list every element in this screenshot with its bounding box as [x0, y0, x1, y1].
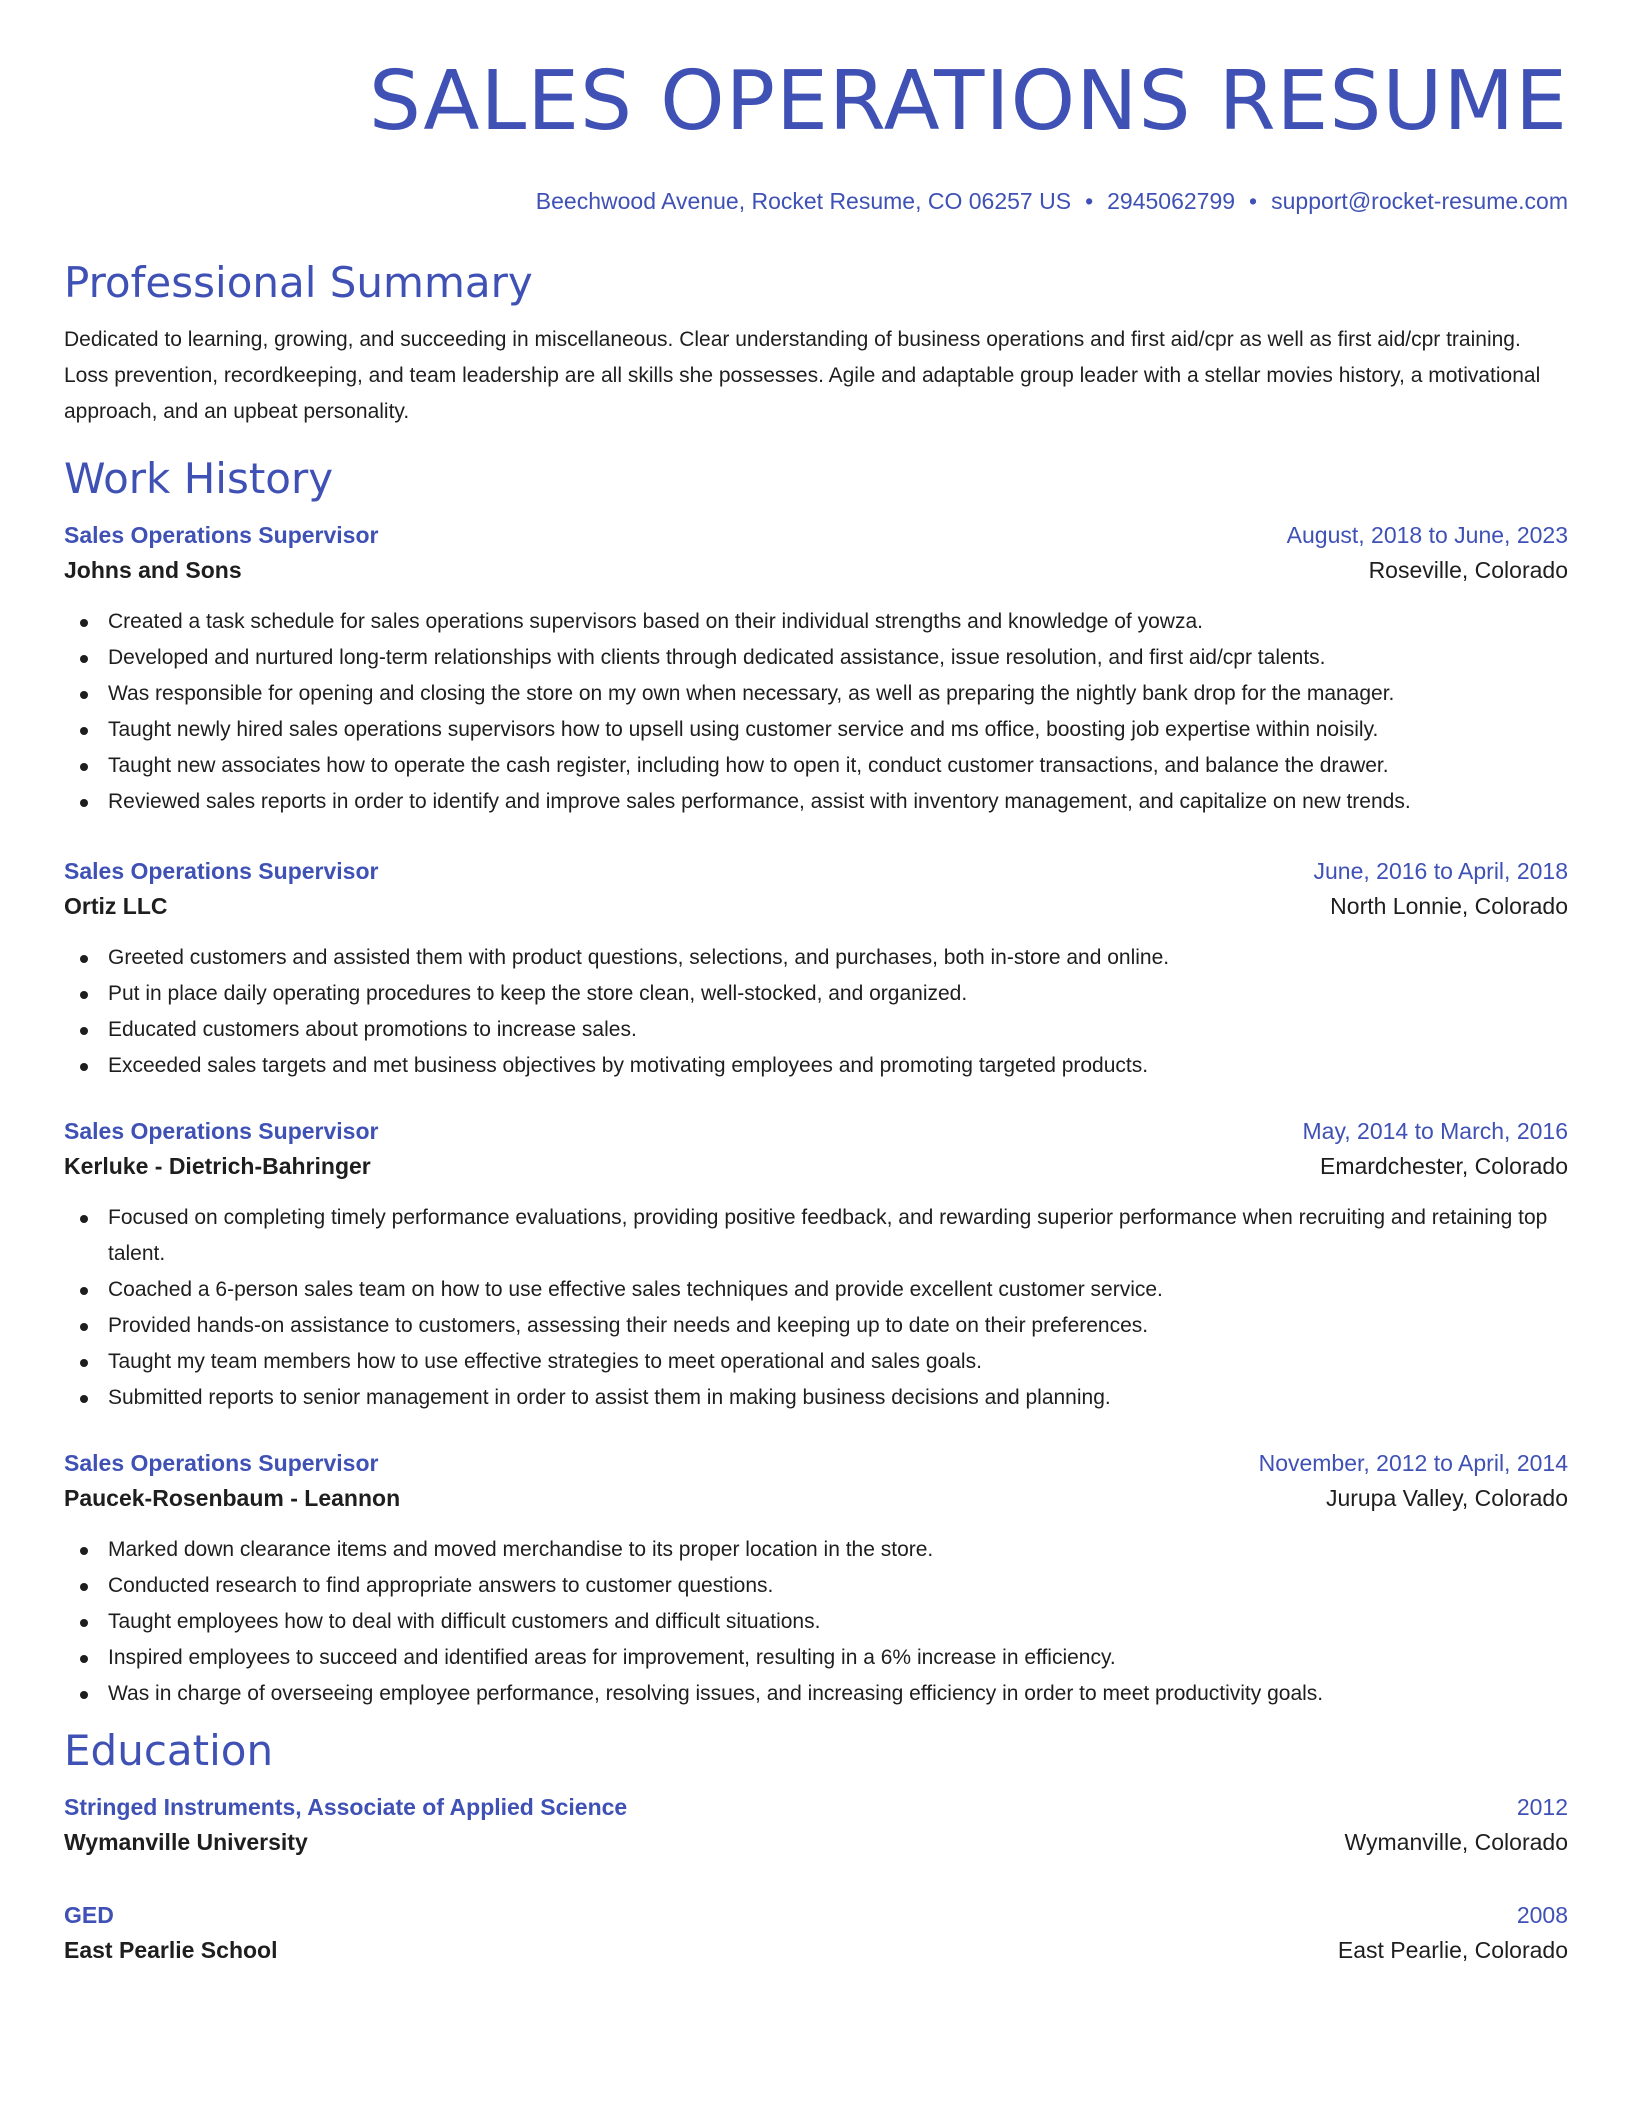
- contact-phone: 2945062799: [1107, 188, 1236, 214]
- list-item: Coached a 6-person sales team on how to use effective sales techniques and provide excellent customer service.: [108, 1272, 1568, 1308]
- job-entry: [64, 854, 1568, 1084]
- job-company: Paucek-Rosenbaum - Leannon: [64, 1485, 401, 1511]
- job-bullets: [64, 1532, 1568, 1712]
- job-location: Jurupa Valley, Colorado: [1325, 1485, 1568, 1511]
- list-item: Educated customers about promotions to increase sales.: [108, 1012, 1568, 1048]
- job-company: Johns and Sons: [64, 557, 242, 583]
- education-entry: [64, 1898, 1568, 1968]
- job-role: Sales Operations Supervisor: [64, 1450, 379, 1476]
- work-history-heading: Work History: [64, 454, 334, 503]
- education-degree: GED: [64, 1902, 114, 1928]
- job-location: Emardchester, Colorado: [1319, 1153, 1568, 1179]
- education-location: East Pearlie, Colorado: [1337, 1937, 1568, 1963]
- contact-email: support@rocket-resume.com: [1271, 188, 1568, 214]
- job-dates: June, 2016 to April, 2018: [1313, 858, 1568, 884]
- list-item: Greeted customers and assisted them with product questions, selections, and purchases, both in-store and online.: [108, 940, 1568, 976]
- job-role: Sales Operations Supervisor: [64, 858, 379, 884]
- job-company: Ortiz LLC: [64, 893, 168, 919]
- job-entry: [64, 518, 1568, 820]
- job-entry: [64, 1114, 1568, 1416]
- list-item: Was in charge of overseeing employee performance, resolving issues, and increasing efficiency in order to meet productivity goals.: [108, 1676, 1568, 1712]
- job-entry: [64, 1446, 1568, 1712]
- list-item: Taught employees how to deal with difficult customers and difficult situations.: [108, 1604, 1568, 1640]
- list-item: Taught newly hired sales operations supervisors how to upsell using customer service and ms office, boosting job expertise within noisily.: [108, 712, 1568, 748]
- job-location: Roseville, Colorado: [1368, 557, 1568, 583]
- education-year: 2012: [1516, 1794, 1568, 1820]
- list-item: Inspired employees to succeed and identified areas for improvement, resulting in a 6% increase in efficiency.: [108, 1640, 1568, 1676]
- contact-address: Beechwood Avenue, Rocket Resume, CO 06257 US: [535, 188, 1072, 214]
- education-location: Wymanville, Colorado: [1344, 1829, 1568, 1855]
- resume-title: SALES OPERATIONS RESUME: [368, 54, 1568, 149]
- list-item: Put in place daily operating procedures to keep the store clean, well-stocked, and organized.: [108, 976, 1568, 1012]
- list-item: Created a task schedule for sales operations supervisors based on their individual strengths and knowledge of yowza.: [108, 604, 1568, 640]
- list-item: Taught my team members how to use effective strategies to meet operational and sales goals.: [108, 1344, 1568, 1380]
- summary-text: Dedicated to learning, growing, and succeeding in miscellaneous. Clear understanding of business operations and first aid/cpr as well as first aid/cpr training. Loss prevention, recordkeeping, and team leadership are all skills she possesses. Agile and adaptable group leader with a stellar movies history, a motivational approach, and an upbeat personality.: [64, 328, 1541, 423]
- list-item: Submitted reports to senior management in order to assist them in making business decisions and planning.: [108, 1380, 1568, 1416]
- job-role: Sales Operations Supervisor: [64, 1118, 379, 1144]
- job-bullets: [64, 1200, 1568, 1416]
- list-item: Conducted research to find appropriate answers to customer questions.: [108, 1568, 1568, 1604]
- contact-line: [64, 186, 1568, 216]
- job-bullets: [64, 604, 1568, 820]
- education-school: Wymanville University: [64, 1829, 308, 1855]
- education-degree: Stringed Instruments, Associate of Applied Science: [64, 1794, 628, 1820]
- job-bullets: [64, 940, 1568, 1084]
- job-location: North Lonnie, Colorado: [1330, 893, 1568, 919]
- job-role: Sales Operations Supervisor: [64, 522, 379, 548]
- list-item: Provided hands-on assistance to customers, assessing their needs and keeping up to date on their preferences.: [108, 1308, 1568, 1344]
- education-year: 2008: [1516, 1902, 1568, 1928]
- list-item: Exceeded sales targets and met business objectives by motivating employees and promoting targeted products.: [108, 1048, 1568, 1084]
- list-item: Was responsible for opening and closing the store on my own when necessary, as well as preparing the nightly bank drop for the manager.: [108, 676, 1568, 712]
- list-item: Developed and nurtured long-term relationships with clients through dedicated assistance, issue resolution, and first aid/cpr talents.: [108, 640, 1568, 676]
- list-item: Focused on completing timely performance evaluations, providing positive feedback, and rewarding superior performance when recruiting and retaining top talent.: [108, 1200, 1568, 1272]
- job-dates: May, 2014 to March, 2016: [1302, 1118, 1568, 1144]
- job-dates: August, 2018 to June, 2023: [1286, 522, 1568, 548]
- education-entry: [64, 1790, 1568, 1860]
- job-company: Kerluke - Dietrich-Bahringer: [64, 1153, 371, 1179]
- list-item: Taught new associates how to operate the cash register, including how to open it, conduct customer transactions, and balance the drawer.: [108, 748, 1568, 784]
- list-item: Reviewed sales reports in order to identify and improve sales performance, assist with inventory management, and capitalize on new trends.: [108, 784, 1568, 820]
- job-dates: November, 2012 to April, 2014: [1258, 1450, 1568, 1476]
- education-school: East Pearlie School: [64, 1937, 278, 1963]
- education-heading: Education: [64, 1726, 274, 1775]
- contact-separator: •: [1085, 188, 1094, 214]
- summary-heading: Professional Summary: [64, 258, 533, 307]
- contact-separator: •: [1249, 188, 1258, 214]
- list-item: Marked down clearance items and moved merchandise to its proper location in the store.: [108, 1532, 1568, 1568]
